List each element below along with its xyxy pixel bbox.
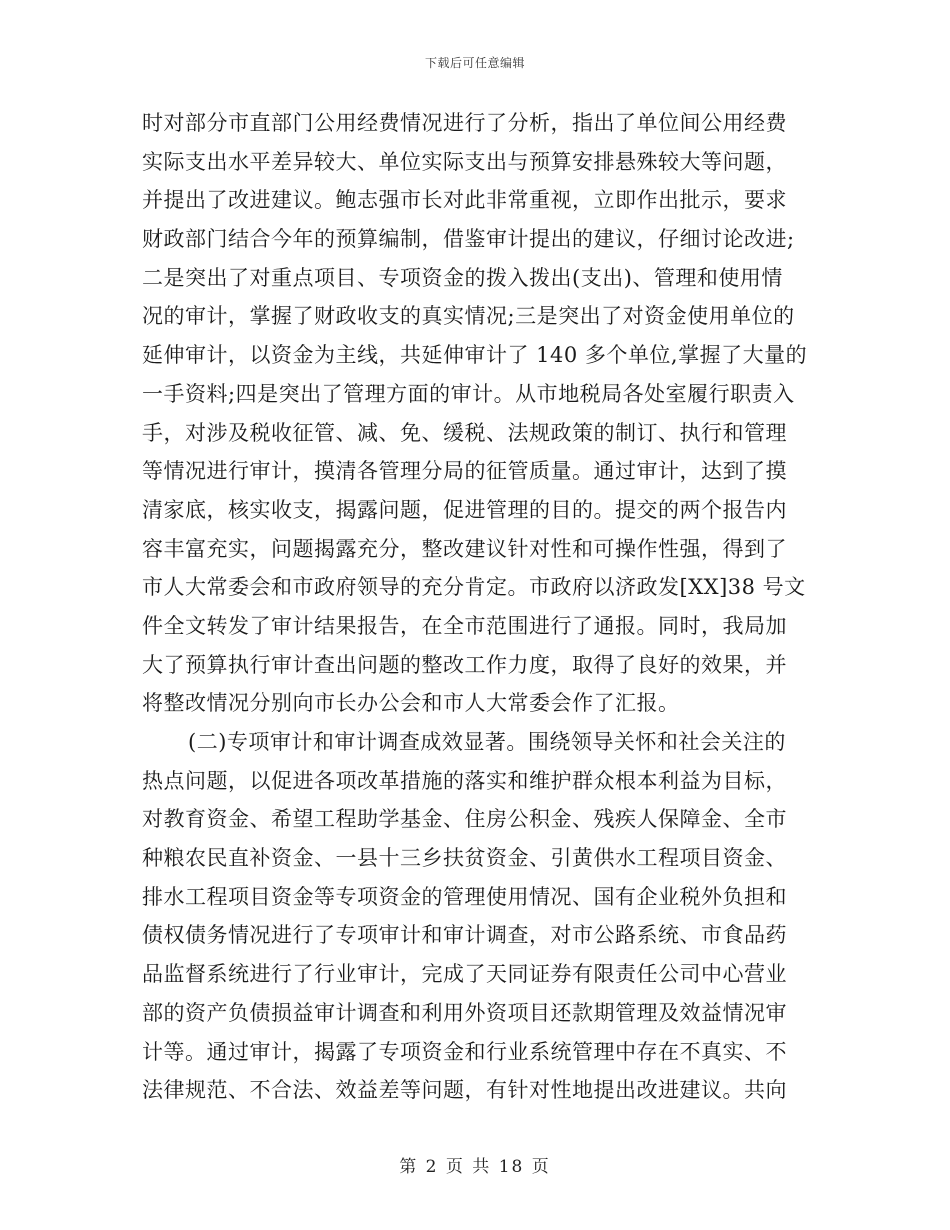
text-line: 等情况进行审计，摸清各管理分局的征管质量。通过审计，达到了摸	[142, 459, 787, 484]
text-line: 实际支出水平差异较大、单位实际支出与预算安排悬殊较大等问题，	[142, 149, 787, 174]
text-line: 时对部分市直部门公用经费情况进行了分析，指出了单位间公用经费	[142, 111, 787, 135]
text-line: 清家底，核实收支，揭露问题，促进管理的目的。提交的两个报告内	[142, 497, 787, 522]
text-line: 计等。通过审计，揭露了专项资金和行业系统管理中存在不真实、不	[142, 1039, 787, 1064]
text-line: 大了预算执行审计查出问题的整改工作力度，取得了良好的效果，并	[142, 652, 787, 677]
paragraph-start-line: (二)专项审计和审计调查成效显著。围绕领导关怀和社会关注的	[188, 730, 786, 754]
text-line: 二是突出了对重点项目、专项资金的拨入拨出(支出)、管理和使用情	[142, 265, 783, 290]
text-line: 种粮农民直补资金、一县十三乡扶贫资金、引黄供水工程项目资金、	[142, 846, 787, 871]
text-line: 对教育资金、希望工程助学基金、住房公积金、残疾人保障金、全市	[142, 807, 787, 832]
text-line: 债权债务情况进行了专项审计和审计调查，对市公路系统、市食品药	[142, 923, 787, 948]
text-line: 件全文转发了审计结果报告，在全市范围进行了通报。同时，我局加	[142, 613, 787, 638]
text-line: 况的审计，掌握了财政收支的真实情况;三是突出了对资金使用单位的	[142, 304, 795, 329]
text-line: 一手资料;四是突出了管理方面的审计。从市地税局各处室履行职责入	[142, 381, 795, 406]
text-line: 品监督系统进行了行业审计，完成了天同证券有限责任公司中心营业	[142, 962, 787, 987]
text-line: 手，对涉及税收征管、减、免、缓税、法规政策的制订、执行和管理	[142, 420, 787, 445]
text-line: 热点问题，以促进各项改革措施的落实和维护群众根本利益为目标，	[142, 768, 787, 793]
text-line: 财政部门结合今年的预算编制，借鉴审计提出的建议，仔细讨论改进;	[142, 227, 795, 252]
text-line: 并提出了改进建议。鲍志强市长对此非常重视，立即作出批示，要求	[142, 188, 787, 213]
text-line: 容丰富充实，问题揭露充分，整改建议针对性和可操作性强，得到了	[142, 536, 787, 561]
text-line: 法律规范、不合法、效益差等问题，有针对性地提出改进建议。共向	[142, 1078, 787, 1103]
text-line: 延伸审计，以资金为主线，共延伸审计了 140 多个单位,掌握了大量的	[142, 343, 808, 368]
text-line: 部的资产负债损益审计调查和利用外资项目还款期管理及效益情况审	[142, 1000, 787, 1025]
body-text	[142, 104, 808, 1110]
text-line: 排水工程项目资金等专项资金的管理使用情况、国有企业税外负担和	[142, 884, 787, 909]
page-header: 下载后可任意编辑	[424, 56, 525, 70]
text-line: 将整改情况分别向市长办公会和市人大常委会作了汇报。	[142, 691, 680, 716]
page-number-footer: 第 2 页 共 18 页	[399, 1157, 551, 1177]
text-line: 市人大常委会和市政府领导的充分肯定。市政府以济政发[XX]38 号文	[142, 575, 806, 600]
